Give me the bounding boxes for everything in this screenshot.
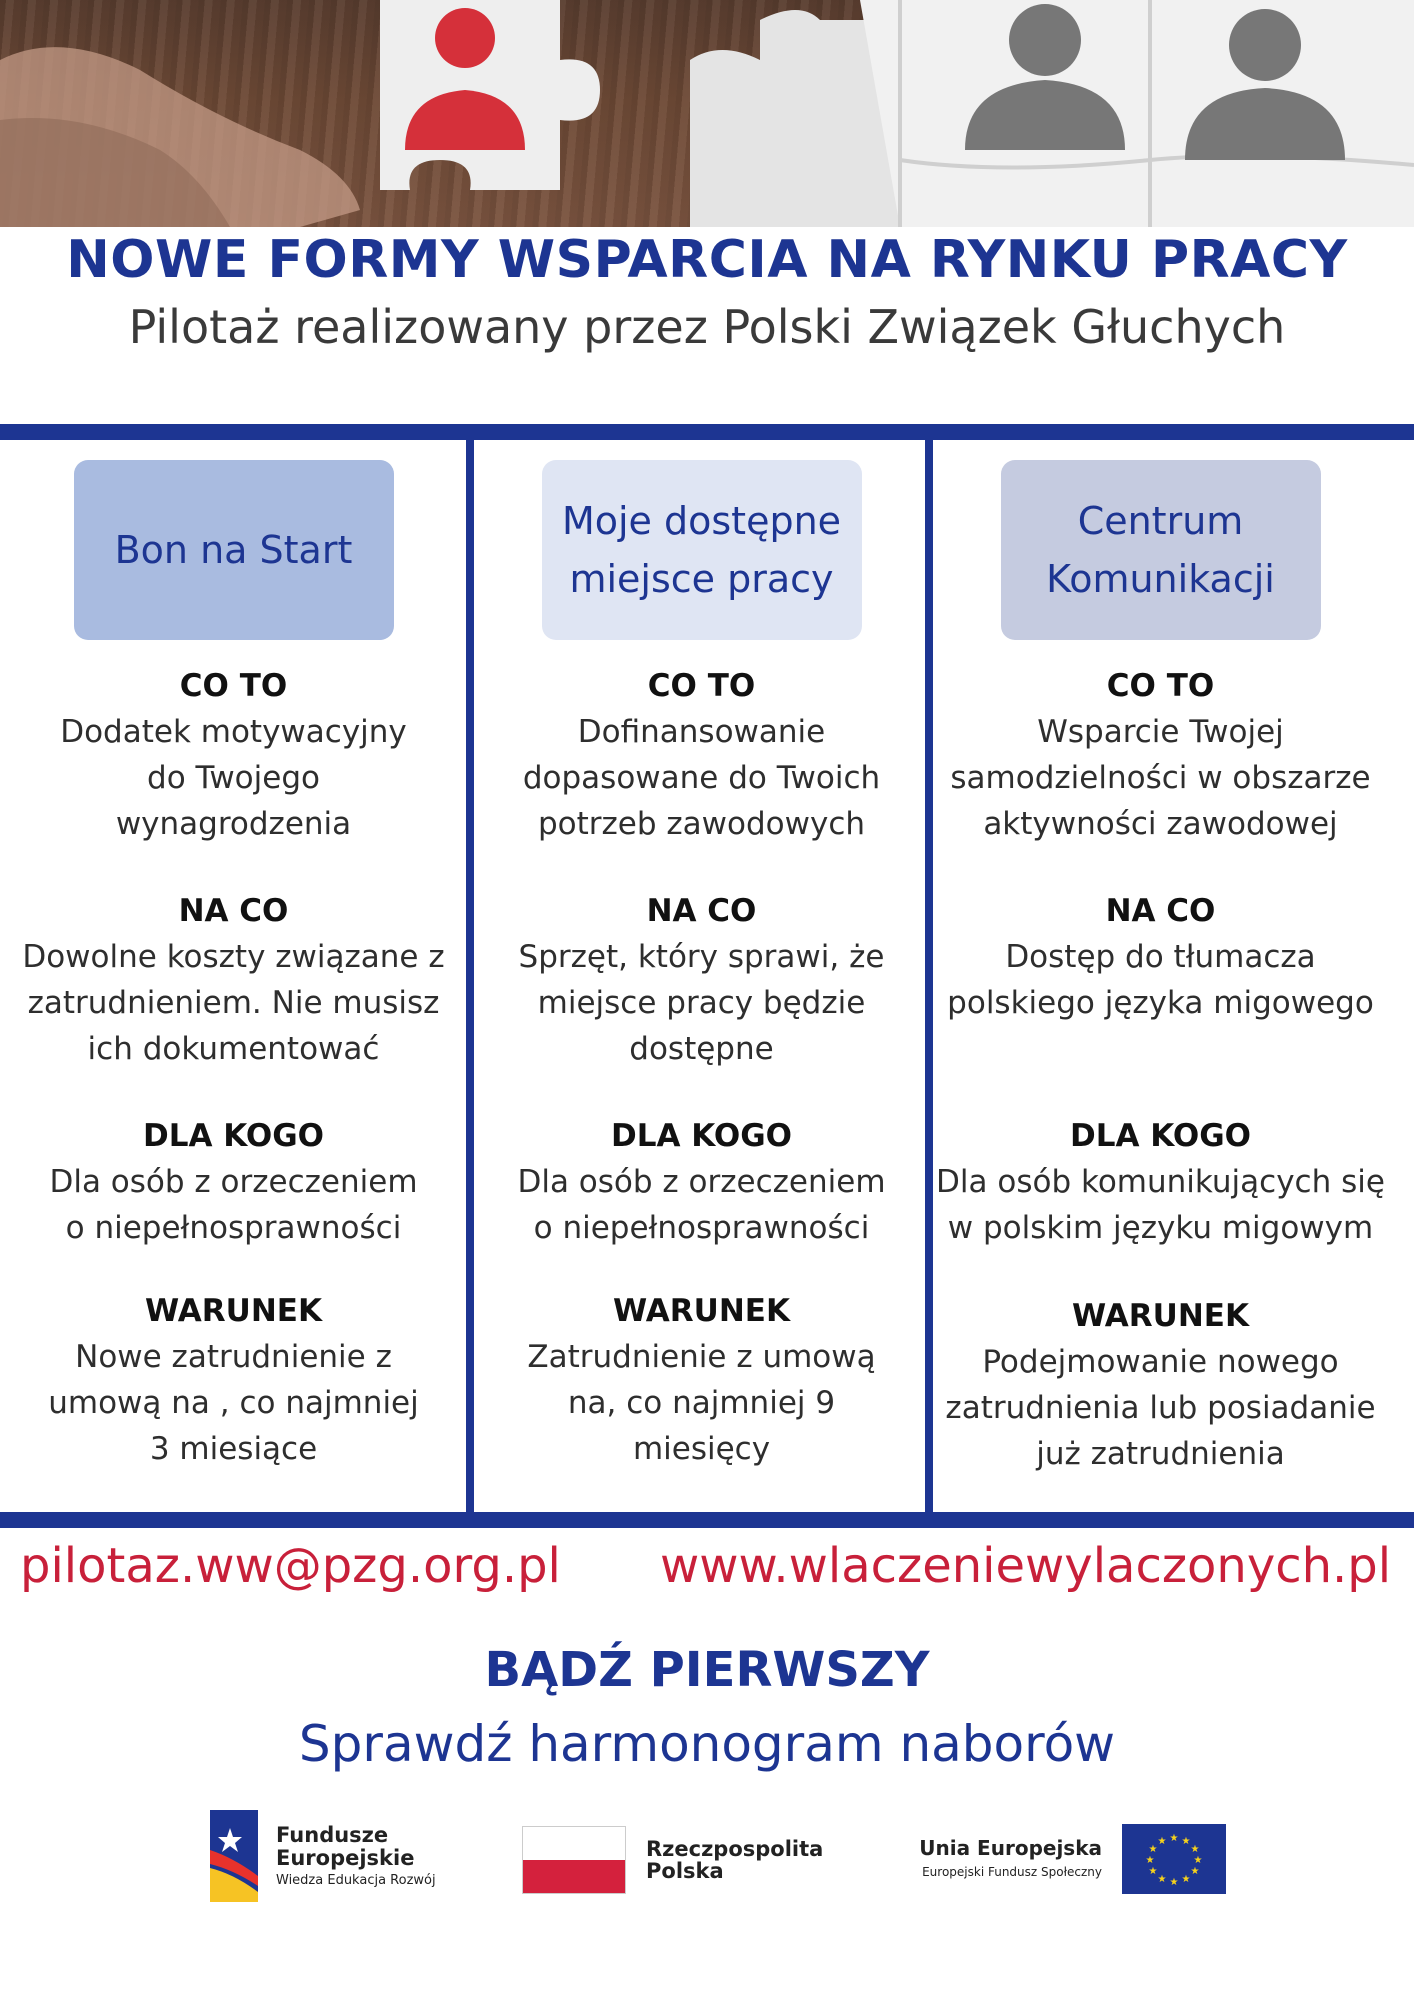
fe-line2: Europejskie (276, 1846, 415, 1870)
section-na-co (933, 888, 1388, 1026)
svg-text:★: ★ (1193, 1855, 1203, 1866)
program-box: Bon na Start (74, 460, 394, 640)
eu-flag-icon (1122, 1824, 1226, 1894)
fe-line1: Fundusze (276, 1823, 389, 1847)
svg-text:★: ★ (1190, 1866, 1200, 1877)
section-warunek (6, 1288, 461, 1472)
fundusze-europejskie-logo-icon (210, 1810, 258, 1902)
section-text: Sprzęt, który sprawi, że miejsce pracy będzie dostępne (518, 939, 885, 1067)
puzzle-illustration (0, 0, 1414, 227)
section-text: Nowe zatrudnienie z umową na , co najmniej 3 miesiące (48, 1339, 419, 1467)
section-co-to (6, 663, 461, 847)
section-na-co (6, 888, 461, 1072)
divider-bottom (0, 1512, 1414, 1528)
section-heading: NA CO (1105, 893, 1216, 929)
section-warunek (474, 1288, 929, 1472)
program-box: Centrum Komunikacji (1001, 460, 1321, 640)
section-co-to (933, 663, 1388, 847)
section-text: Dodatek motywacyjny do Twojego wynagrodzenia (60, 714, 407, 842)
svg-text:★: ★ (1148, 1866, 1158, 1877)
divider-left (466, 440, 474, 1512)
email-link[interactable]: pilotaz.ww@pzg.org.pl (20, 1538, 561, 1594)
rp-line2: Polska (646, 1859, 724, 1883)
fe-line3: Wiedza Edukacja Rozwój (276, 1873, 436, 1888)
section-text: Dla osób komunikujących się w polskim języku migowym (936, 1164, 1385, 1246)
svg-text:★: ★ (1169, 1833, 1179, 1844)
ue-line1: Unia Europejska (919, 1836, 1102, 1860)
section-text: Dowolne koszty związane z zatrudnieniem. Nie musisz ich dokumentować (22, 939, 445, 1067)
svg-text:★: ★ (1157, 1836, 1167, 1847)
column-moje-dostepne-miejsce-pracy (474, 460, 929, 1500)
section-co-to (474, 663, 929, 847)
section-heading: WARUNEK (145, 1293, 322, 1329)
logo-bar (0, 1810, 1414, 1910)
page-title: NOWE FORMY WSPARCIA NA RYNKU PRACY (66, 230, 1348, 290)
svg-text:★: ★ (1181, 1874, 1191, 1885)
column-bon-na-start (6, 460, 461, 1500)
cta-headline: BĄDŹ PIERWSZY (484, 1642, 930, 1698)
svg-text:★: ★ (1148, 1844, 1158, 1855)
ue-line2: Europejski Fundusz Społeczny (922, 1865, 1102, 1879)
cta-text: Sprawdź harmonogram naborów (298, 1715, 1116, 1773)
section-heading: NA CO (646, 893, 757, 929)
section-heading: CO TO (1106, 668, 1215, 704)
section-dla-kogo (6, 1113, 461, 1251)
polish-flag-icon (522, 1826, 626, 1894)
section-heading: NA CO (178, 893, 289, 929)
section-heading: DLA KOGO (142, 1118, 325, 1154)
divider-top (0, 424, 1414, 440)
section-dla-kogo (933, 1113, 1388, 1251)
section-heading: WARUNEK (1072, 1298, 1249, 1334)
section-text: Dla osób z orzeczeniem o niepełnosprawności (517, 1164, 886, 1246)
section-text: Dostęp do tłumacza polskiego języka migowego (947, 939, 1374, 1021)
section-text: Dla osób z orzeczeniem o niepełnosprawności (49, 1164, 418, 1246)
svg-text:★: ★ (1145, 1855, 1155, 1866)
section-heading: DLA KOGO (1069, 1118, 1252, 1154)
section-heading: CO TO (179, 668, 288, 704)
section-text: Dofinansowanie dopasowane do Twoich potrzeb zawodowych (522, 714, 881, 842)
section-text: Wsparcie Twojej samodzielności w obszarze aktywności zawodowej (950, 714, 1371, 842)
svg-text:★: ★ (1190, 1844, 1200, 1855)
section-warunek (933, 1293, 1388, 1477)
section-na-co (474, 888, 929, 1072)
section-heading: WARUNEK (613, 1293, 790, 1329)
section-text: Zatrudnienie z umową na, co najmniej 9 miesięcy (527, 1339, 876, 1467)
section-text: Podejmowanie nowego zatrudnienia lub posiadanie już zatrudnienia (945, 1344, 1376, 1472)
section-heading: DLA KOGO (610, 1118, 793, 1154)
rp-line1: Rzeczpospolita (646, 1837, 824, 1861)
header-photo (0, 0, 1414, 227)
section-dla-kogo (474, 1113, 929, 1251)
website-link[interactable]: www.wlaczeniewylaczonych.pl (660, 1538, 1392, 1594)
column-centrum-komunikacji (933, 460, 1388, 1500)
program-box: Moje dostępne miejsce pracy (542, 460, 862, 640)
svg-text:★: ★ (1157, 1874, 1167, 1885)
page-subtitle: Pilotaż realizowany przez Polski Związek Głuchych (128, 300, 1286, 354)
svg-text:★: ★ (1169, 1877, 1179, 1888)
svg-text:★: ★ (1181, 1836, 1191, 1847)
section-heading: CO TO (647, 668, 756, 704)
